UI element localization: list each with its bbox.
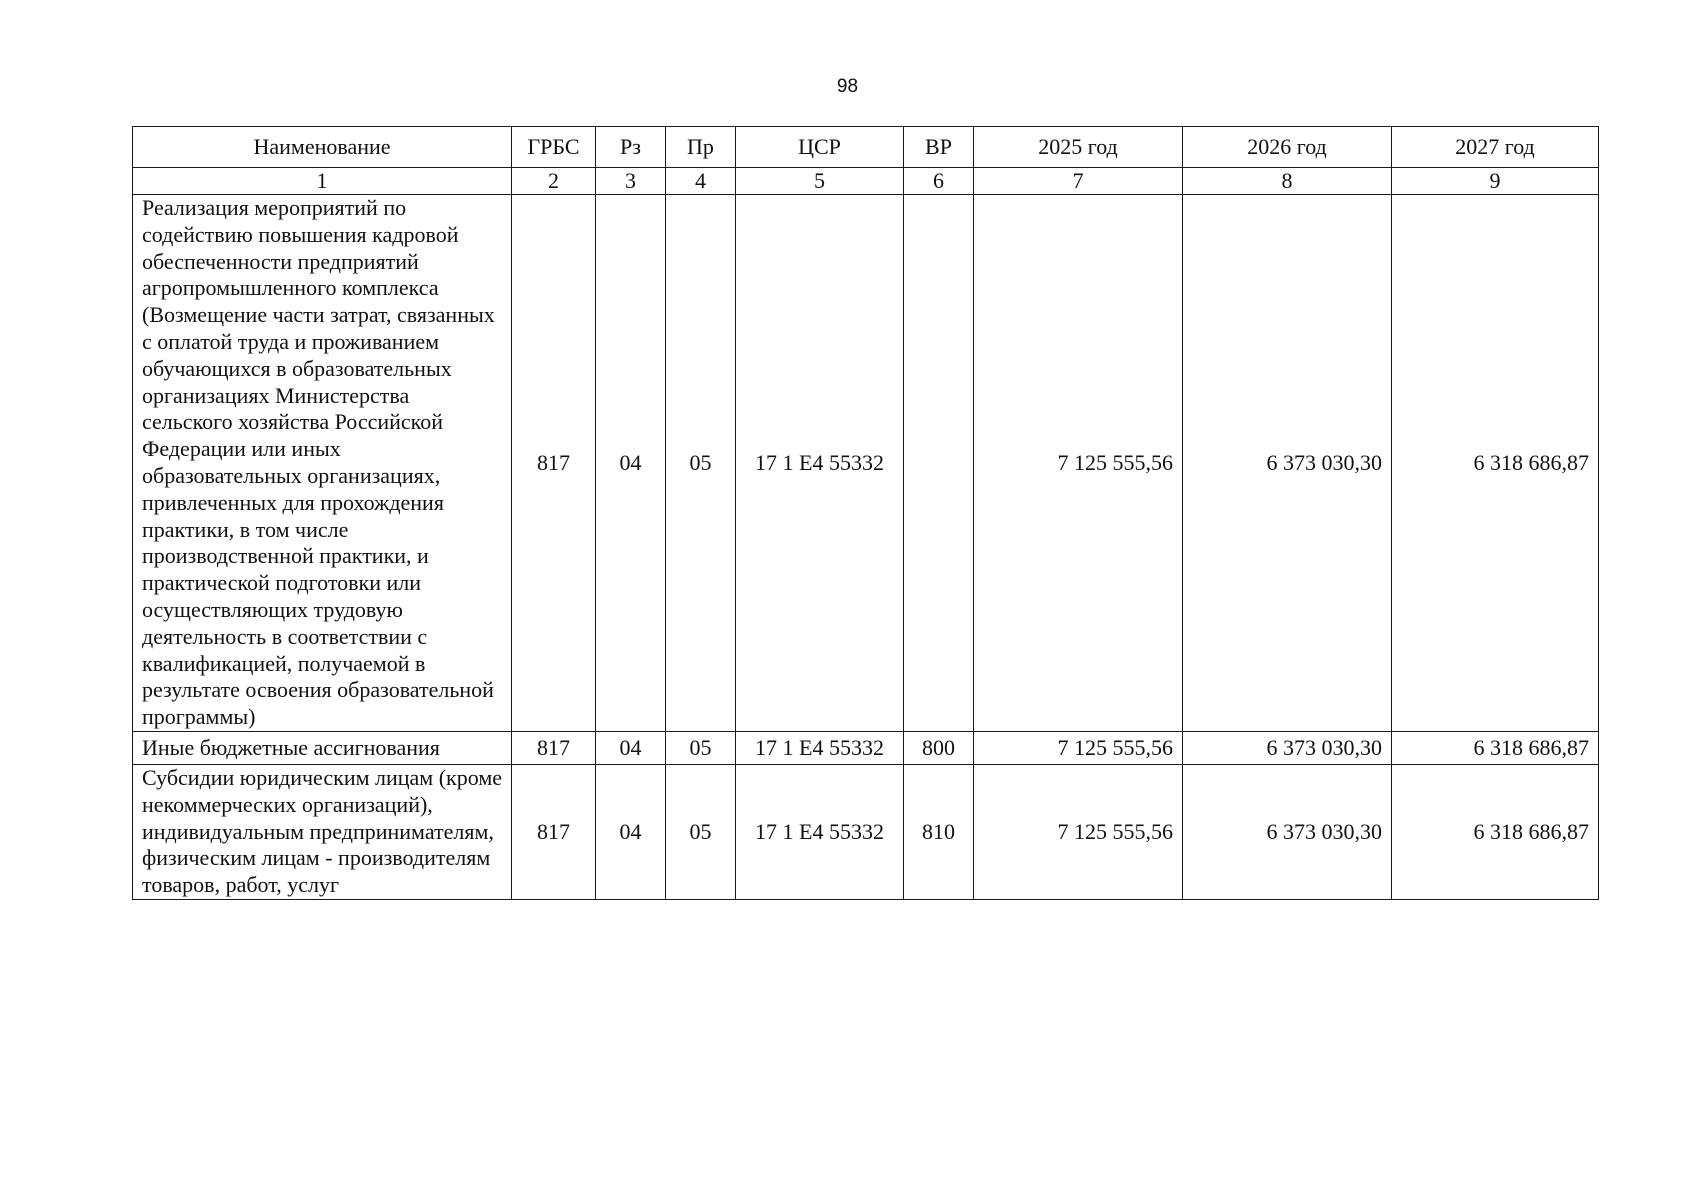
header-2025: 2025 год (974, 127, 1183, 168)
row-name: Реализация мероприятий по содействию повышения кадровой обеспеченности предприятий агропромышленного комплекса (Возмещение части затрат, связанных с оплатой труда и проживанием обучающихся в образовательных организациях Министерства сельского хозяйства Российской Федерации или иных образовательных организациях, привлеченных для прохождения практики, в том числе производственной практики, и практической подготовки или осуществляющих трудовую деятельность в соответствии с квалификацией, получаемой в результате освоения образовательной программы) (133, 195, 512, 732)
row-grbs: 817 (512, 731, 596, 764)
budget-table (132, 126, 1599, 900)
header-grbs: ГРБС (512, 127, 596, 168)
header-2026: 2026 год (1183, 127, 1392, 168)
row-grbs: 817 (512, 764, 596, 899)
column-number: 5 (736, 168, 904, 195)
column-number: 7 (974, 168, 1183, 195)
table-row (133, 764, 1599, 899)
row-2026: 6 373 030,30 (1183, 731, 1392, 764)
table-row (133, 195, 1599, 732)
row-csr: 17 1 Е4 55332 (736, 195, 904, 732)
row-name: Иные бюджетные ассигнования (133, 731, 512, 764)
header-name: Наименование (133, 127, 512, 168)
row-rz: 04 (596, 731, 666, 764)
column-number: 2 (512, 168, 596, 195)
header-rz: Рз (596, 127, 666, 168)
table-header-row (133, 127, 1599, 168)
header-pr: Пр (666, 127, 736, 168)
row-2025: 7 125 555,56 (974, 195, 1183, 732)
header-vr: ВР (904, 127, 974, 168)
page-number: 98 (836, 76, 859, 97)
row-vr: 800 (904, 731, 974, 764)
column-number: 4 (666, 168, 736, 195)
row-csr: 17 1 Е4 55332 (736, 731, 904, 764)
table-row (133, 731, 1599, 764)
column-number: 6 (904, 168, 974, 195)
column-number-row (133, 168, 1599, 195)
column-number: 9 (1392, 168, 1599, 195)
column-number: 1 (133, 168, 512, 195)
row-pr: 05 (666, 731, 736, 764)
column-number: 8 (1183, 168, 1392, 195)
row-2027: 6 318 686,87 (1392, 195, 1599, 732)
row-pr: 05 (666, 195, 736, 732)
row-2027: 6 318 686,87 (1392, 731, 1599, 764)
row-2025: 7 125 555,56 (974, 731, 1183, 764)
row-vr: 810 (904, 764, 974, 899)
header-2027: 2027 год (1392, 127, 1599, 168)
row-grbs: 817 (512, 195, 596, 732)
row-csr: 17 1 Е4 55332 (736, 764, 904, 899)
row-name: Субсидии юридическим лицам (кроме некоммерческих организаций), индивидуальным предпринимателям, физическим лицам - производителям товаров, работ, услуг (133, 764, 512, 899)
header-csr: ЦСР (736, 127, 904, 168)
row-pr: 05 (666, 764, 736, 899)
column-number: 3 (596, 168, 666, 195)
row-2026: 6 373 030,30 (1183, 195, 1392, 732)
row-rz: 04 (596, 195, 666, 732)
row-2027: 6 318 686,87 (1392, 764, 1599, 899)
row-rz: 04 (596, 764, 666, 899)
row-vr (904, 195, 974, 732)
row-2025: 7 125 555,56 (974, 764, 1183, 899)
row-2026: 6 373 030,30 (1183, 764, 1392, 899)
